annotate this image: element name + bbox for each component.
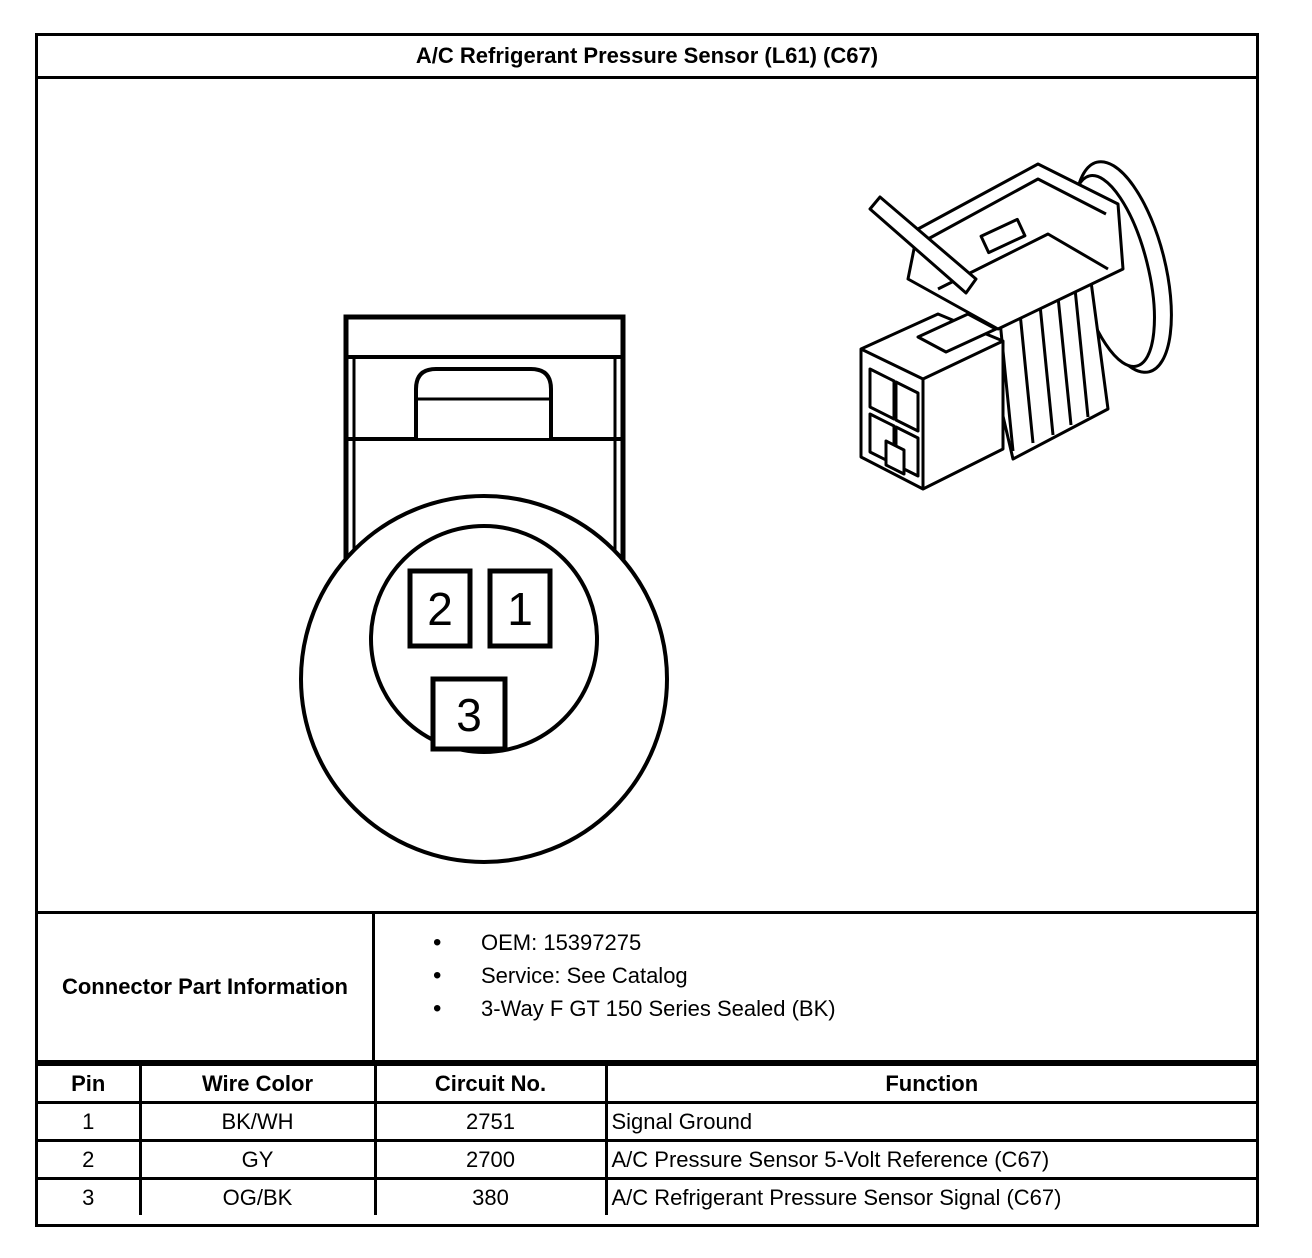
header-function: Function — [606, 1065, 1256, 1103]
table-row — [38, 1141, 1256, 1179]
circuit-cell: 380 — [375, 1179, 606, 1216]
pin-2-label: 2 — [427, 583, 453, 635]
connector-drawing — [38, 79, 1256, 914]
connector-face-view — [301, 317, 667, 862]
circuit-cell: 2751 — [375, 1103, 606, 1141]
header-wire-color: Wire Color — [140, 1065, 375, 1103]
diagram-title: A/C Refrigerant Pressure Sensor (L61) (C67) — [38, 36, 1256, 79]
pin-table — [38, 1063, 1256, 1215]
wire-color-cell: BK/WH — [140, 1103, 375, 1141]
connector-part-info-label: Connector Part Information — [38, 914, 375, 1060]
info-item-service: • Service: See Catalog — [433, 959, 836, 992]
pin-1-label: 1 — [507, 583, 533, 635]
function-cell: A/C Refrigerant Pressure Sensor Signal (C67) — [606, 1179, 1256, 1216]
info-item-oem: • OEM: 15397275 — [433, 926, 836, 959]
function-cell: Signal Ground — [606, 1103, 1256, 1141]
function-cell: A/C Pressure Sensor 5-Volt Reference (C67) — [606, 1141, 1256, 1179]
pin-table-header-row — [38, 1065, 1256, 1103]
connector-isometric-illustration — [861, 152, 1190, 489]
pin-cell: 2 — [38, 1141, 140, 1179]
wire-color-cell: OG/BK — [140, 1179, 375, 1216]
connector-part-info — [38, 911, 1256, 1063]
header-circuit: Circuit No. — [375, 1065, 606, 1103]
table-row — [38, 1103, 1256, 1141]
wire-color-cell: GY — [140, 1141, 375, 1179]
pin-3-label: 3 — [456, 689, 482, 741]
pin-cell: 3 — [38, 1179, 140, 1216]
circuit-cell: 2700 — [375, 1141, 606, 1179]
info-item-description: • 3-Way F GT 150 Series Sealed (BK) — [433, 992, 836, 1025]
connector-part-info-list — [433, 926, 836, 1025]
header-pin: Pin — [38, 1065, 140, 1103]
pin-cell: 1 — [38, 1103, 140, 1141]
table-row — [38, 1179, 1256, 1216]
diagram-frame — [35, 33, 1259, 1227]
